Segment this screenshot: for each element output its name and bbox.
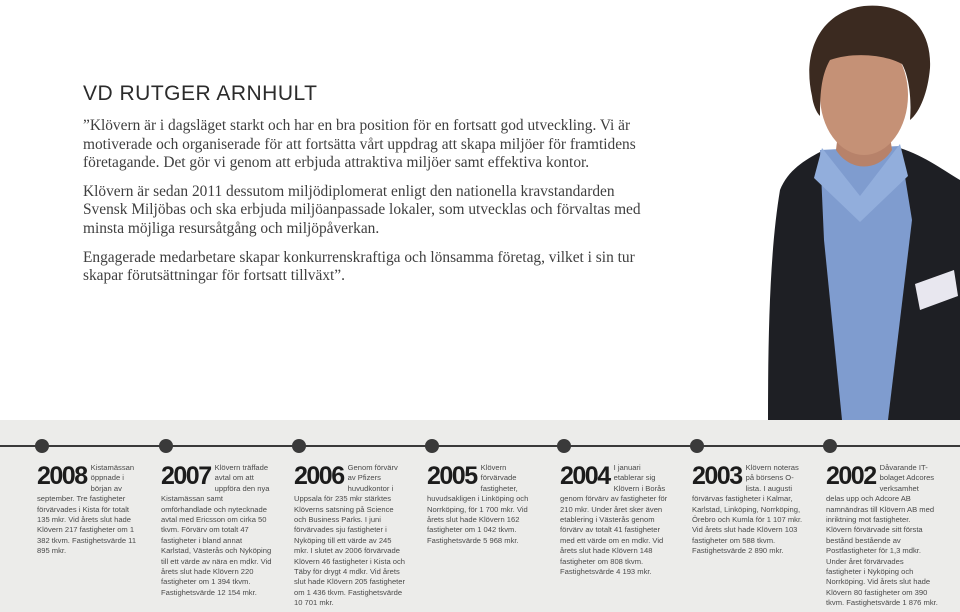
timeline-year: 2002: [826, 462, 876, 490]
timeline-year: 2004: [560, 462, 610, 490]
timeline-entry-2007: [161, 463, 273, 598]
timeline-entry-2005: [427, 463, 539, 546]
quote-body: [83, 117, 653, 296]
timeline-dot: [690, 439, 704, 453]
timeline-text: Klövern förvärvade fastigheter, huvudsakligen i Linköping och Norrköping, för 1 700 mkr. Vid årets slut hade Klövern 162 fastigheter om 1 042 tkvm. Fastighetsvärde 5 968 mkr.: [427, 463, 529, 545]
quote-paragraph: Klövern är sedan 2011 dessutom miljödiplomerat enligt den nationella kravstandarden Svensk Miljöbas och ska erbjuda miljöanpassade lokaler, som utvecklas och förvaltas med minsta möjliga resursåtgång och miljöpåverkan.: [83, 182, 641, 237]
timeline-dot: [292, 439, 306, 453]
timeline-text: I januari etablerar sig Klövern i Borås genom förvärv av fastigheter för 210 mkr. Under året sker även etablering i Västerås genom förvärv av totalt 41 fastigheter med ett värde om en mdkr. Vid årets slut hade Klövern 148 fastigheter om 808 tkvm. Fastighetsvärde 4 193 mkr.: [560, 463, 668, 577]
timeline-dot: [35, 439, 49, 453]
timeline-text: Klövern träffade avtal om att uppföra den nya Kistamässan samt omförhandlade och nytecknade avtal med Ericsson om cirka 50 tkvm. Förvärv om totalt 47 fastigheter i bland annat Karlstad, Västerås och Nyköping till ett värde av nära en mdkr. Vid årets slut hade Klövern 220 fastigheter om 1 394 tkvm. Fastighetsvärde 12 154 mkr.: [161, 463, 272, 597]
quote-paragraph: Engagerade medarbetare skapar konkurrenskraftiga och lönsamma företag, vilket i sin tur skapar förutsättningar för fortsatt tillväxt”.: [83, 248, 635, 285]
timeline-year: 2005: [427, 462, 477, 490]
timeline-line: [0, 445, 960, 447]
quote-paragraph: ”Klövern är i dagsläget starkt och har en bra position för en fortsatt god utveckling. Vi är motiverade och organiserade för att fortsätta vårt uppdrag att skapa miljöer för framtidens företagande. Det gör vi genom att erbjuda attraktiva miljöer samt effektiva kontor.: [83, 117, 636, 172]
page-title: VD RUTGER ARNHULT: [83, 82, 318, 105]
timeline-year: 2003: [692, 462, 742, 490]
timeline-text: Dåvarande IT-bolaget Adcores verksamhet delas upp och Adcore AB namnändras till Klövern AB med inriktning mot fastigheter. Klövern förvärvade sitt första bestånd bestående av Postfastigheter för 1,3 mdkr. Under året förvärvades fastigheter i Nyköping och Norrköping. Vid årets slut hade Klövern 80 fastigheter om 390 tkvm. Fastighetsvärde 1 876 mkr.: [826, 463, 938, 608]
timeline-text: Klövern noteras på börsens O-lista. I augusti förvärvas fastigheter i Kalmar, Karlstad, Linköping, Norrköping, Örebro och Kumla för 1 107 mkr. Vid årets slut hade Klövern 103 fastigheter om 588 tkvm. Fastighetsvärde 2 890 mkr.: [692, 463, 803, 556]
timeline-dot: [557, 439, 571, 453]
timeline-dot: [159, 439, 173, 453]
timeline-text: Kistamässan öppnade i början av september. Tre fastigheter förvärvades i Kista för totalt 135 mkr. Vid årets slut hade Klövern 217 fastigheter om 1 382 tkvm. Fastighetsvärde 11 895 mkr.: [37, 463, 137, 556]
timeline-entry-2006: [294, 463, 406, 609]
timeline-dot: [425, 439, 439, 453]
timeline-text: Genom förvärv av Pfizers huvudkontor i Uppsala för 235 mkr stärktes Klöverns satsning på Science och Business Parks. I juni förvärvades sju fastigheter i Nyköping till ett värde av 245 mkr. I slutet av 2006 förvärvade Klövern 46 fastigheter i Kista och Täby för drygt 4 mdkr. Vid årets slut hade Klövern 205 fastigheter om 1 436 tkvm. Fastighetsvärde 10 701 mkr.: [294, 463, 406, 608]
timeline-entry-2003: [692, 463, 804, 557]
timeline-year: 2008: [37, 462, 87, 490]
timeline-entry-2008: [37, 463, 137, 557]
timeline-dot: [823, 439, 837, 453]
timeline-entry-2002: [826, 463, 938, 609]
ceo-portrait: [760, 0, 960, 420]
timeline-year: 2006: [294, 462, 344, 490]
timeline-entry-2004: [560, 463, 672, 577]
timeline-year: 2007: [161, 462, 211, 490]
